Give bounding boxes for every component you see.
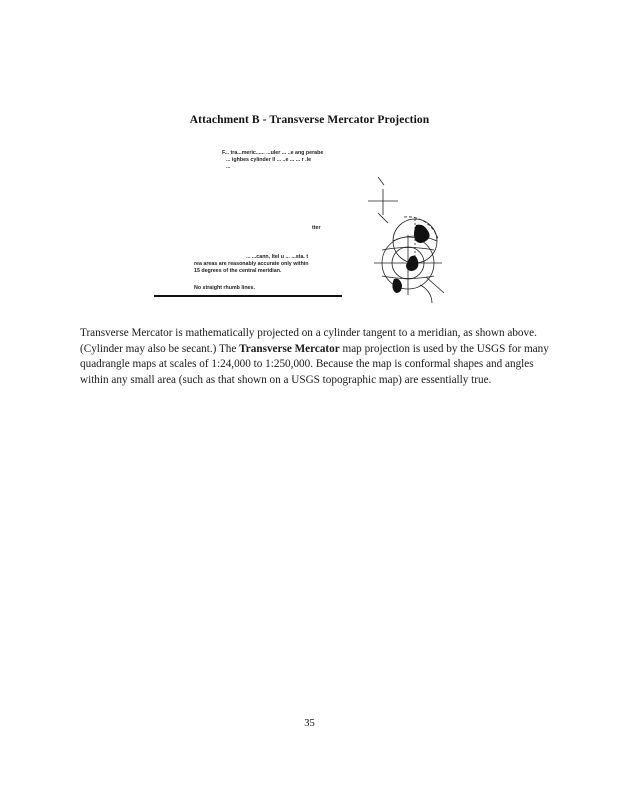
figure-caption-line-5: ... ...cann, ltel u ... ...sta. t: [246, 254, 309, 260]
figure-caption-line-2: ... ighbes cylinder ll ... ..e ... ... r .le: [226, 157, 312, 163]
body-bold-term: Transverse Mercator: [239, 342, 340, 355]
figure-caption-line-1: F... tra...meric...... ...uler ... ..e ang perabe: [222, 150, 324, 156]
figure-caption-line-7: 15 degrees of the central meridian.: [194, 268, 282, 274]
figure-rule: [154, 295, 342, 297]
projection-figure: [150, 140, 450, 305]
page-heading: Attachment B - Transverse Mercator Projection: [189, 114, 430, 126]
figure-caption-line-3: ...: [226, 164, 231, 170]
body-paragraph: [80, 326, 550, 388]
body-text-part-2: map projection is used by the USGS for many quadrangle maps at scales of 1:24,000 to 1:250,000. Because the map is conformal shapes and angles within any small area (such as that shown on a USGS topographic map) are essentially true.: [80, 342, 549, 386]
body-text-part-1: Transverse Mercator is mathematically projected on a cylinder tangent to a meridian, as shown above. (Cylinder may also be secant.) The: [80, 327, 537, 355]
figure-caption-line-6: rea areas are reasonably accurate only within: [194, 261, 309, 267]
page-number: 35: [304, 718, 315, 729]
figure-caption-line-8: No straight rhumb lines.: [194, 285, 255, 291]
figure-caption-line-4: tter: [312, 225, 321, 231]
globe-icon: [360, 175, 450, 305]
